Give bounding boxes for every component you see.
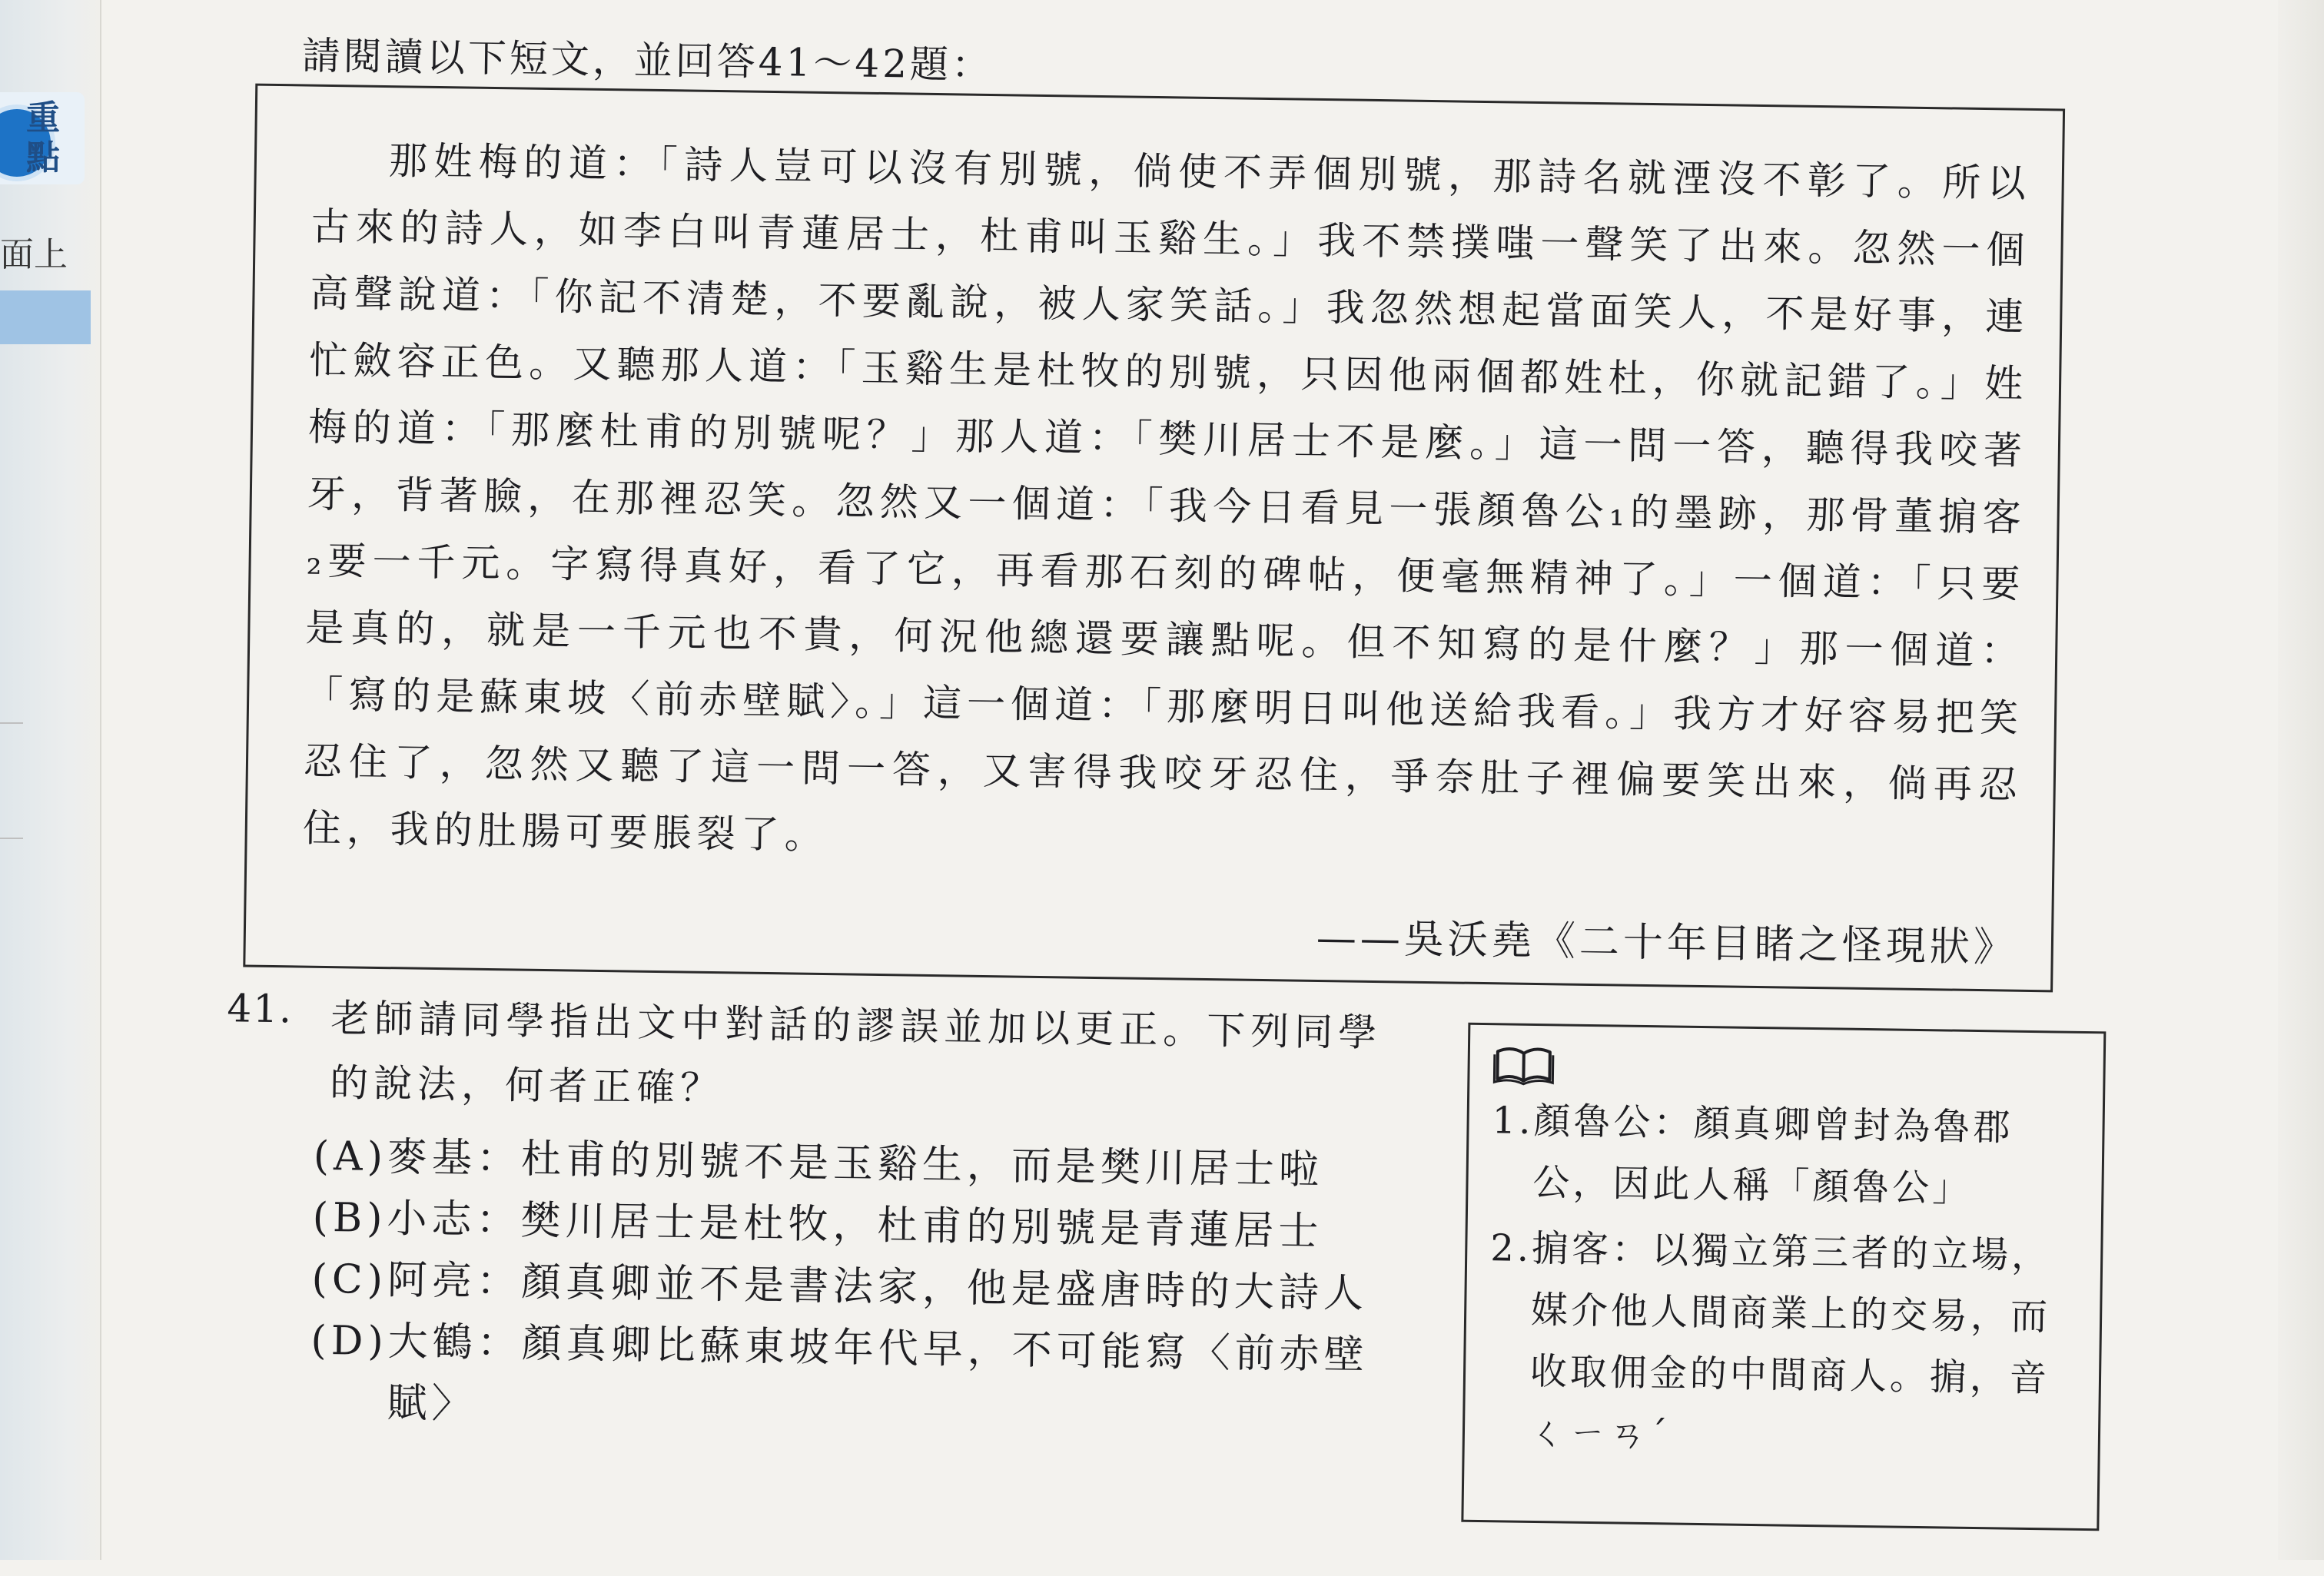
- passage-source: ——吳沃堯《二十年目睹之怪現狀》: [1316, 914, 2018, 971]
- option-label: (B): [312, 1194, 387, 1243]
- option-text: 麥基：杜甫的別號不是玉谿生，而是樊川居士啦: [387, 1134, 1324, 1194]
- passage-text: [302, 127, 2031, 886]
- badge-text: 重點: [26, 98, 60, 178]
- option-text: 阿亮：顏真卿並不是書法家，他是盛唐時的大詩人: [387, 1257, 1369, 1317]
- option-label: (D): [310, 1317, 389, 1365]
- book-icon: [1492, 1043, 1555, 1086]
- note-definition: 以獨立第三者的立場，媒介他人間商業上的交易，而收取佣金的中間商人。掮，音ㄑㄧㄢˊ: [1529, 1229, 2052, 1457]
- adjacent-page-text: 面上: [0, 235, 68, 274]
- note-body: 掮客：以獨立第三者的立場，媒介他人間商業上的交易，而收取佣金的中間商人。掮，音ㄑㄧㄢˊ: [1529, 1226, 2052, 1457]
- note-item: [1491, 1090, 2084, 1221]
- option-d[interactable]: [310, 1310, 1418, 1448]
- note-term: 顏魯公: [1533, 1099, 1654, 1145]
- passage-box: [243, 84, 2065, 993]
- note-body: 顏魯公：顏真卿曾封為魯郡公，因此人稱「顏魯公」: [1532, 1099, 2014, 1210]
- note-definition: 顏真卿曾封為魯郡公，因此人稱「顏魯公」: [1532, 1101, 2014, 1210]
- passage-paragraph: 那姓梅的道：「詩人豈可以沒有別號，倘使不弄個別號，那詩名就湮沒不彰了。所以古來的詩人，如李白叫青蓮居士，杜甫叫玉谿生。」我不禁撲嗤一聲笑了出來。忽然一個高聲說道：「你記不清楚，不要亂說，被人家笑話。」我忽然想起當面笑人，不是好事，連忙斂容正色。又聽那人道：「玉谿生是杜牧的別號，只因他兩個都姓杜，你就記錯了。」姓梅的道：「那麼杜甫的別號呢？」那人道：「樊川居士不是麼。」這一問一答，聽得我咬著牙，背著臉，在那裡忍笑。忽然又一個道：「我今日看見一張顏魯公₁的墨跡，那骨董掮客₂要一千元。字寫得真好，看了它，再看那石刻的碑帖，便毫無精神了。」一個道：「只要是真的，就是一千元也不貴，何況他總還要讓點呢。但不知寫的是什麼？」那一個道：「寫的是蘇東坡〈前赤壁賦〉。」這一個道：「那麼明日叫他送給我看。」我方才好容易把笑忍住了，忽然又聽了這一問一答，又害得我咬牙忍住，爭奈肚子裡偏要笑出來，倘再忍住，我的肚腸可要脹裂了。: [302, 138, 2032, 858]
- note-number: 1.: [1492, 1099, 1534, 1143]
- option-label: (A): [313, 1133, 388, 1181]
- answer-options: [310, 1126, 1420, 1448]
- question-stem: 老師請同學指出文中對話的謬誤並加以更正。下列同學的說法，何者正確？: [329, 996, 1383, 1111]
- option-text: 小志：樊川居士是杜牧，杜甫的別號是青蓮居士: [387, 1196, 1323, 1256]
- note-number: 2.: [1489, 1226, 1532, 1270]
- note-item: [1487, 1217, 2082, 1471]
- option-label: (C): [311, 1256, 388, 1304]
- question-number: 41.: [227, 986, 294, 1032]
- option-text: 大鶴：顏真卿比蘇東坡年代早，不可能寫〈前赤壁賦〉: [387, 1319, 1370, 1428]
- note-term: 掮客: [1531, 1226, 1612, 1272]
- glossary-notes-box: [1461, 1023, 2106, 1531]
- reading-instruction: 請閱讀以下短文，並回答41～42題：: [301, 33, 994, 88]
